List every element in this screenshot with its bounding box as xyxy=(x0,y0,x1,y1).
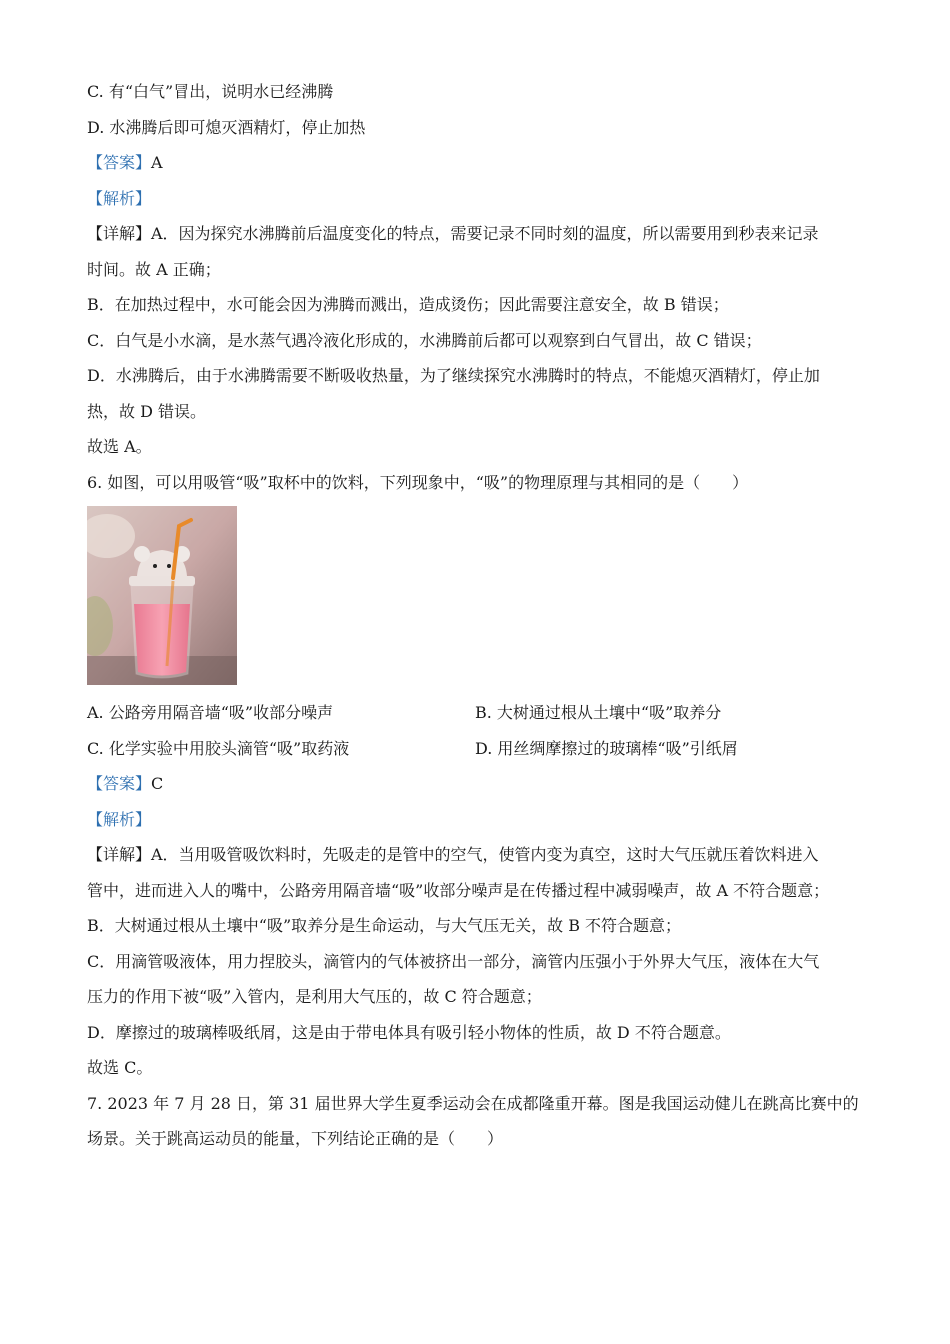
q6-detail-line: B．大树通过根从土壤中“吸”取养分是生命运动，与大气压无关，故 B 不符合题意； xyxy=(87,916,682,935)
q5-conclusion: 故选 A。 xyxy=(87,437,152,456)
q5-detail-line: 【详解】A．因为探究水沸腾前后温度变化的特点，需要记录不同时刻的温度，所以需要用到秒表来记录 xyxy=(87,224,819,243)
q6-detail-line: 【详解】A．当用吸管吸饮料时，先吸走的是管中的空气，使管内变为真空，这时大气压就压着饮料进入 xyxy=(87,845,819,864)
q7-stem-line: 场景。关于跳高运动员的能量，下列结论正确的是（ ） xyxy=(87,1129,504,1148)
q6-answer xyxy=(87,766,867,802)
q6-options-row-2 xyxy=(87,731,867,767)
q5-option-c: C. 有“白气”冒出，说明水已经沸腾 xyxy=(87,82,334,101)
q6-detail-line: 压力的作用下被“吸”入管内，是利用大气压的，故 C 符合题意； xyxy=(87,987,542,1006)
q6-detail-line: D．摩擦过的玻璃棒吸纸屑，这是由于带电体具有吸引轻小物体的性质，故 D 不符合题意。 xyxy=(87,1022,731,1042)
q5-detail-line: 时间。故 A 正确； xyxy=(87,259,221,279)
answer-value: C xyxy=(151,774,164,793)
q5-analysis-tag: 【解析】 xyxy=(87,188,152,208)
q6-detail-line: C．用滴管吸液体，用力捏胶头，滴管内的气体被挤出一部分，滴管内压强小于外界大气压，液体在大气 xyxy=(87,951,820,971)
q6-option-b: B. 大树通过根从土壤中“吸”取养分 xyxy=(475,703,722,722)
q5-detail-line: B．在加热过程中，水可能会因为沸腾而溅出，造成烫伤；因此需要注意安全，故 B 错误； xyxy=(87,295,729,314)
q6-detail-line: 管中，进而进入人的嘴中，公路旁用隔音墙“吸”收部分噪声是在传播过程中减弱噪声，故 A 不符合题意； xyxy=(87,880,830,900)
document-page xyxy=(87,74,867,1157)
q7-stem-line: 7. 2023 年 7 月 28 日，第 31 届世界大学生夏季运动会在成都隆重开幕。图是我国运动健儿在跳高比赛中的 xyxy=(87,1093,859,1113)
q5-detail-line: C．白气是小水滴，是水蒸气遇冷液化形成的，水沸腾前后都可以观察到白气冒出，故 C 错误； xyxy=(87,330,762,350)
answer-tag: 【答案】 xyxy=(87,774,152,793)
q6-option-d: D. 用丝绸摩擦过的玻璃棒“吸”引纸屑 xyxy=(475,738,738,758)
q6-analysis-tag: 【解析】 xyxy=(87,809,152,829)
answer-value: A xyxy=(151,153,163,172)
drink-cup-photo xyxy=(87,506,237,685)
q6-stem: 6. 如图，可以用吸管“吸”取杯中的饮料，下列现象中，“吸”的物理原理与其相同的是（ ） xyxy=(87,472,749,492)
q5-detail-line: 热，故 D 错误。 xyxy=(87,401,207,421)
q5-option-d: D. 水沸腾后即可熄灭酒精灯，停止加热 xyxy=(87,117,366,137)
q6-option-a: A. 公路旁用隔音墙“吸”收部分噪声 xyxy=(87,703,334,722)
answer-tag: 【答案】 xyxy=(87,153,152,172)
q5-detail-line: D．水沸腾后，由于水沸腾需要不断吸收热量，为了继续探究水沸腾时的特点，不能熄灭酒精灯，停止加 xyxy=(87,366,820,385)
q6-option-c: C. 化学实验中用胶头滴管“吸”取药液 xyxy=(87,738,350,758)
q6-options-row-1 xyxy=(87,695,867,731)
q6-conclusion: 故选 C。 xyxy=(87,1058,153,1077)
q5-answer xyxy=(87,145,867,181)
